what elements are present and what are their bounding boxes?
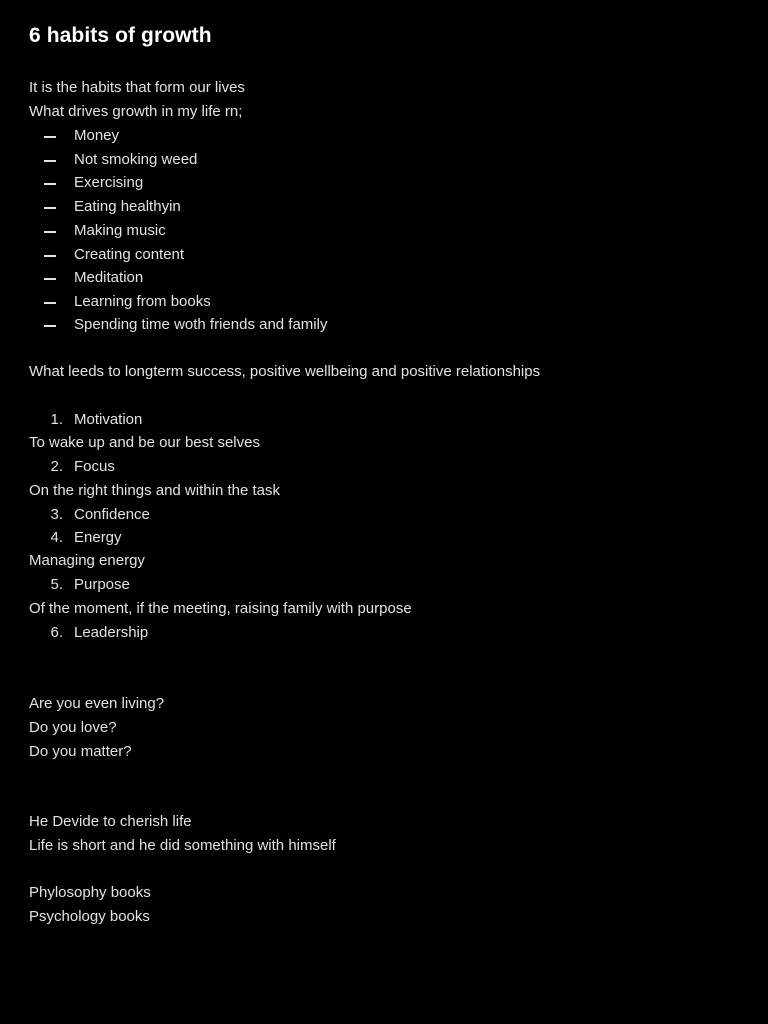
dash-bullet-icon: [44, 207, 56, 209]
bullet-item-text: Not smoking weed: [74, 151, 198, 168]
note-line-question-1[interactable]: Are you even living?: [29, 695, 165, 712]
bullet-item-text: Spending time woth friends and family: [74, 316, 328, 333]
dash-bullet-icon: [44, 231, 56, 233]
habit-label: Purpose: [74, 576, 130, 593]
habit-note[interactable]: Managing energy: [29, 552, 145, 569]
note-line-intro-2[interactable]: What drives growth in my life rn;: [29, 103, 243, 120]
dash-bullet-icon: [44, 183, 56, 185]
bullet-item-text: Learning from books: [74, 293, 211, 310]
note-line-closing-1[interactable]: He Devide to cherish life: [29, 813, 192, 830]
habit-note[interactable]: Of the moment, if the meeting, raising family with purpose: [29, 600, 412, 617]
note-line-question-3[interactable]: Do you matter?: [29, 743, 132, 760]
list-number: 4.: [50, 529, 63, 546]
note-line-closing-2[interactable]: Life is short and he did something with himself: [29, 837, 336, 854]
dash-bullet-icon: [44, 160, 56, 162]
list-number: 6.: [50, 624, 63, 641]
dash-bullet-icon: [44, 302, 56, 304]
bullet-item-text: Making music: [74, 222, 166, 239]
habit-label: Leadership: [74, 624, 149, 641]
habit-label: Energy: [74, 529, 122, 546]
dash-bullet-icon: [44, 325, 56, 327]
note-title[interactable]: 6 habits of growth: [29, 24, 212, 47]
note-line-intro-1[interactable]: It is the habits that form our lives: [29, 79, 245, 96]
note-line-books-1[interactable]: Phylosophy books: [29, 884, 151, 901]
habit-note[interactable]: To wake up and be our best selves: [29, 434, 260, 451]
list-number: 2.: [50, 458, 63, 475]
note-line-success-question[interactable]: What leeds to longterm success, positive wellbeing and positive relationships: [29, 363, 541, 380]
bullet-item-text: Meditation: [74, 269, 144, 286]
bullet-item-text: Eating healthyin: [74, 198, 181, 215]
bullet-item-text: Money: [74, 127, 120, 144]
list-number: 3.: [50, 506, 63, 523]
habit-label: Confidence: [74, 506, 150, 523]
bullet-item-text: Exercising: [74, 174, 144, 191]
list-number: 1.: [50, 411, 63, 428]
dash-bullet-icon: [44, 136, 56, 138]
dash-bullet-icon: [44, 278, 56, 280]
list-number: 5.: [50, 576, 63, 593]
habit-label: Focus: [74, 458, 115, 475]
bullet-item-text: Creating content: [74, 246, 185, 263]
habit-note[interactable]: On the right things and within the task: [29, 482, 280, 499]
habit-label: Motivation: [74, 411, 143, 428]
dash-bullet-icon: [44, 255, 56, 257]
note-line-books-2[interactable]: Psychology books: [29, 908, 150, 925]
note-line-question-2[interactable]: Do you love?: [29, 719, 117, 736]
